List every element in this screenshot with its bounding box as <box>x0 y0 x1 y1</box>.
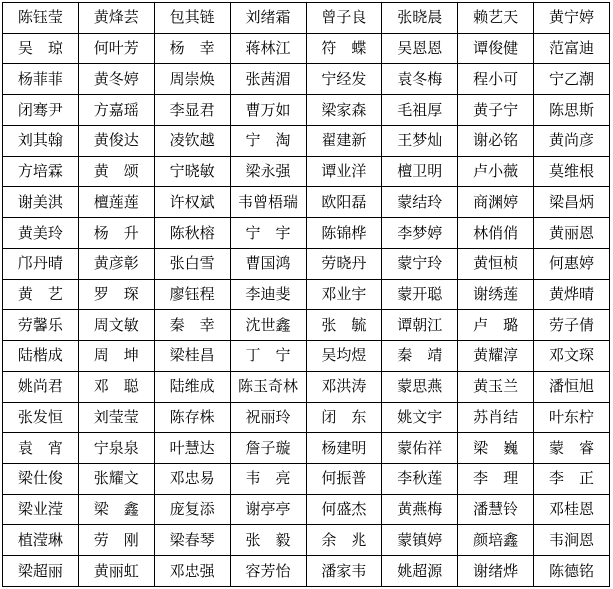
name-cell: 邓文琛 <box>534 341 610 372</box>
name-cell: 黄烽芸 <box>78 3 154 34</box>
name-cell: 李显君 <box>154 95 230 126</box>
name-cell: 林俏俏 <box>458 218 534 249</box>
table-row <box>3 433 610 464</box>
name-cell: 张 毅 <box>230 525 306 556</box>
name-cell: 丁 宁 <box>230 341 306 372</box>
name-cell: 劳晓丹 <box>306 248 382 279</box>
name-cell: 余 兆 <box>306 525 382 556</box>
name-cell: 植滢琳 <box>3 525 79 556</box>
name-cell: 宁泉泉 <box>78 433 154 464</box>
name-cell: 许权斌 <box>154 187 230 218</box>
name-cell: 黄彦彰 <box>78 248 154 279</box>
name-cell: 谭朝江 <box>382 310 458 341</box>
name-cell: 沈世鑫 <box>230 310 306 341</box>
name-cell: 黄俊达 <box>78 125 154 156</box>
name-cell: 韦涧恩 <box>534 525 610 556</box>
name-cell: 黄子宁 <box>458 95 534 126</box>
name-cell: 姚超源 <box>382 556 458 587</box>
name-cell: 黄恒桢 <box>458 248 534 279</box>
name-cell: 姚尚君 <box>3 371 79 402</box>
name-cell: 蒙结玲 <box>382 187 458 218</box>
name-cell: 杨建明 <box>306 433 382 464</box>
name-cell: 张发恒 <box>3 402 79 433</box>
name-cell: 张 毓 <box>306 310 382 341</box>
name-cell: 容芳怡 <box>230 556 306 587</box>
table-row <box>3 371 610 402</box>
name-cell: 曹万如 <box>230 95 306 126</box>
name-cell: 蒙 睿 <box>534 433 610 464</box>
name-cell: 蒙佑祥 <box>382 433 458 464</box>
name-cell: 黄 颂 <box>78 156 154 187</box>
name-cell: 陆维成 <box>154 371 230 402</box>
name-cell: 范富迪 <box>534 33 610 64</box>
name-cell: 符 蝶 <box>306 33 382 64</box>
table-row <box>3 556 610 587</box>
name-cell: 黄冬婷 <box>78 64 154 95</box>
name-cell: 梁仕俊 <box>3 464 79 495</box>
name-cell: 姚文宇 <box>382 402 458 433</box>
name-cell: 梁永强 <box>230 156 306 187</box>
name-table-body <box>3 3 610 587</box>
name-cell: 杨 幸 <box>154 33 230 64</box>
name-cell: 邓业宇 <box>306 279 382 310</box>
name-cell: 谢美淇 <box>3 187 79 218</box>
table-row <box>3 187 610 218</box>
name-cell: 陈秋榕 <box>154 218 230 249</box>
name-cell: 翟建新 <box>306 125 382 156</box>
table-row <box>3 248 610 279</box>
name-cell: 赖艺天 <box>458 3 534 34</box>
name-cell: 陆楷成 <box>3 341 79 372</box>
name-cell: 袁冬梅 <box>382 64 458 95</box>
name-cell: 陈玉奇林 <box>230 371 306 402</box>
name-cell: 宁经发 <box>306 64 382 95</box>
table-row <box>3 156 610 187</box>
name-cell: 黄丽虹 <box>78 556 154 587</box>
name-cell: 何振普 <box>306 464 382 495</box>
table-row <box>3 279 610 310</box>
name-cell: 罗 琛 <box>78 279 154 310</box>
name-cell: 宁 淘 <box>230 125 306 156</box>
name-cell: 黄 艺 <box>3 279 79 310</box>
name-cell: 詹子璇 <box>230 433 306 464</box>
name-cell: 黄耀淳 <box>458 341 534 372</box>
table-row <box>3 218 610 249</box>
name-cell: 李 正 <box>534 464 610 495</box>
name-cell: 莫维根 <box>534 156 610 187</box>
name-cell: 王梦灿 <box>382 125 458 156</box>
name-cell: 檀卫明 <box>382 156 458 187</box>
name-cell: 蒙宁玲 <box>382 248 458 279</box>
name-cell: 檀莲莲 <box>78 187 154 218</box>
name-cell: 梁春琴 <box>154 525 230 556</box>
name-cell: 李 理 <box>458 464 534 495</box>
name-cell: 邓忠易 <box>154 464 230 495</box>
name-cell: 黄烨晴 <box>534 279 610 310</box>
name-cell: 刘莹莹 <box>78 402 154 433</box>
name-cell: 劳馨乐 <box>3 310 79 341</box>
name-cell: 陈锦桦 <box>306 218 382 249</box>
name-cell: 谢绪烨 <box>458 556 534 587</box>
name-cell: 叶慧达 <box>154 433 230 464</box>
name-cell: 何盛杰 <box>306 494 382 525</box>
name-cell: 邝丹晴 <box>3 248 79 279</box>
name-cell: 李秋莲 <box>382 464 458 495</box>
name-table <box>2 2 610 587</box>
table-row <box>3 341 610 372</box>
table-row <box>3 464 610 495</box>
name-cell: 陈存株 <box>154 402 230 433</box>
name-cell: 潘恒旭 <box>534 371 610 402</box>
name-cell: 蒙镇婷 <box>382 525 458 556</box>
name-cell: 欧阳磊 <box>306 187 382 218</box>
name-cell: 劳 刚 <box>78 525 154 556</box>
table-row <box>3 525 610 556</box>
name-cell: 邓忠强 <box>154 556 230 587</box>
name-cell: 曹国鸿 <box>230 248 306 279</box>
name-cell: 黄宁婷 <box>534 3 610 34</box>
name-cell: 吴恩恩 <box>382 33 458 64</box>
name-cell: 李迪斐 <box>230 279 306 310</box>
name-cell: 梁 巍 <box>458 433 534 464</box>
name-cell: 梁业滢 <box>3 494 79 525</box>
name-cell: 梁昌炳 <box>534 187 610 218</box>
name-cell: 周文敏 <box>78 310 154 341</box>
table-row <box>3 310 610 341</box>
name-cell: 商渊婷 <box>458 187 534 218</box>
name-cell: 卢 璐 <box>458 310 534 341</box>
name-cell: 程小可 <box>458 64 534 95</box>
name-cell: 张白雪 <box>154 248 230 279</box>
name-cell: 方嘉瑶 <box>78 95 154 126</box>
name-cell: 包其链 <box>154 3 230 34</box>
name-cell: 邓洪涛 <box>306 371 382 402</box>
name-cell: 梁 鑫 <box>78 494 154 525</box>
name-cell: 刘其翰 <box>3 125 79 156</box>
name-cell: 黄玉兰 <box>458 371 534 402</box>
name-cell: 张茜湄 <box>230 64 306 95</box>
name-cell: 何惠婷 <box>534 248 610 279</box>
name-cell: 谭业洋 <box>306 156 382 187</box>
name-cell: 谢绣莲 <box>458 279 534 310</box>
name-cell: 周崇焕 <box>154 64 230 95</box>
name-cell: 凌钦越 <box>154 125 230 156</box>
name-cell: 陈钰莹 <box>3 3 79 34</box>
name-cell: 宁 宇 <box>230 218 306 249</box>
name-cell: 梁家森 <box>306 95 382 126</box>
name-cell: 邓 聪 <box>78 371 154 402</box>
name-cell: 谭俊健 <box>458 33 534 64</box>
name-cell: 邓桂恩 <box>534 494 610 525</box>
name-cell: 宁晓敏 <box>154 156 230 187</box>
name-cell: 颜培鑫 <box>458 525 534 556</box>
name-cell: 何叶芳 <box>78 33 154 64</box>
name-cell: 曾子良 <box>306 3 382 34</box>
name-cell: 蒋林江 <box>230 33 306 64</box>
table-row <box>3 33 610 64</box>
name-cell: 杨菲菲 <box>3 64 79 95</box>
table-row <box>3 402 610 433</box>
name-cell: 毛祖厚 <box>382 95 458 126</box>
name-cell: 陈思斯 <box>534 95 610 126</box>
name-cell: 韦 亮 <box>230 464 306 495</box>
name-cell: 卢小薇 <box>458 156 534 187</box>
name-cell: 袁 宵 <box>3 433 79 464</box>
name-cell: 吴均煜 <box>306 341 382 372</box>
name-cell: 梁超丽 <box>3 556 79 587</box>
name-cell: 潘家韦 <box>306 556 382 587</box>
name-cell: 杨 升 <box>78 218 154 249</box>
name-cell: 宁乙潮 <box>534 64 610 95</box>
name-cell: 闭 东 <box>306 402 382 433</box>
name-cell: 潘慧铃 <box>458 494 534 525</box>
table-row <box>3 494 610 525</box>
table-row <box>3 3 610 34</box>
name-cell: 张晓晨 <box>382 3 458 34</box>
name-cell: 刘绪霜 <box>230 3 306 34</box>
name-cell: 梁桂昌 <box>154 341 230 372</box>
name-cell: 张耀文 <box>78 464 154 495</box>
name-cell: 周 坤 <box>78 341 154 372</box>
name-cell: 黄美玲 <box>3 218 79 249</box>
name-cell: 蒙开聪 <box>382 279 458 310</box>
name-cell: 庞复添 <box>154 494 230 525</box>
name-cell: 吴 琼 <box>3 33 79 64</box>
name-cell: 秦 幸 <box>154 310 230 341</box>
table-row <box>3 64 610 95</box>
name-cell: 秦 靖 <box>382 341 458 372</box>
table-row <box>3 125 610 156</box>
name-cell: 祝丽玲 <box>230 402 306 433</box>
name-cell: 黄燕梅 <box>382 494 458 525</box>
name-cell: 蒙思燕 <box>382 371 458 402</box>
name-cell: 黄丽恩 <box>534 218 610 249</box>
name-cell: 谢必铭 <box>458 125 534 156</box>
name-cell: 黄尚彦 <box>534 125 610 156</box>
table-row <box>3 95 610 126</box>
name-cell: 方培霖 <box>3 156 79 187</box>
name-cell: 韦曾梧瑞 <box>230 187 306 218</box>
name-cell: 陈德铭 <box>534 556 610 587</box>
name-cell: 李梦婷 <box>382 218 458 249</box>
name-cell: 闭骞尹 <box>3 95 79 126</box>
name-cell: 廖钰程 <box>154 279 230 310</box>
name-cell: 叶东柠 <box>534 402 610 433</box>
name-cell: 谢亭亭 <box>230 494 306 525</box>
name-cell: 苏肖结 <box>458 402 534 433</box>
name-cell: 劳子倩 <box>534 310 610 341</box>
